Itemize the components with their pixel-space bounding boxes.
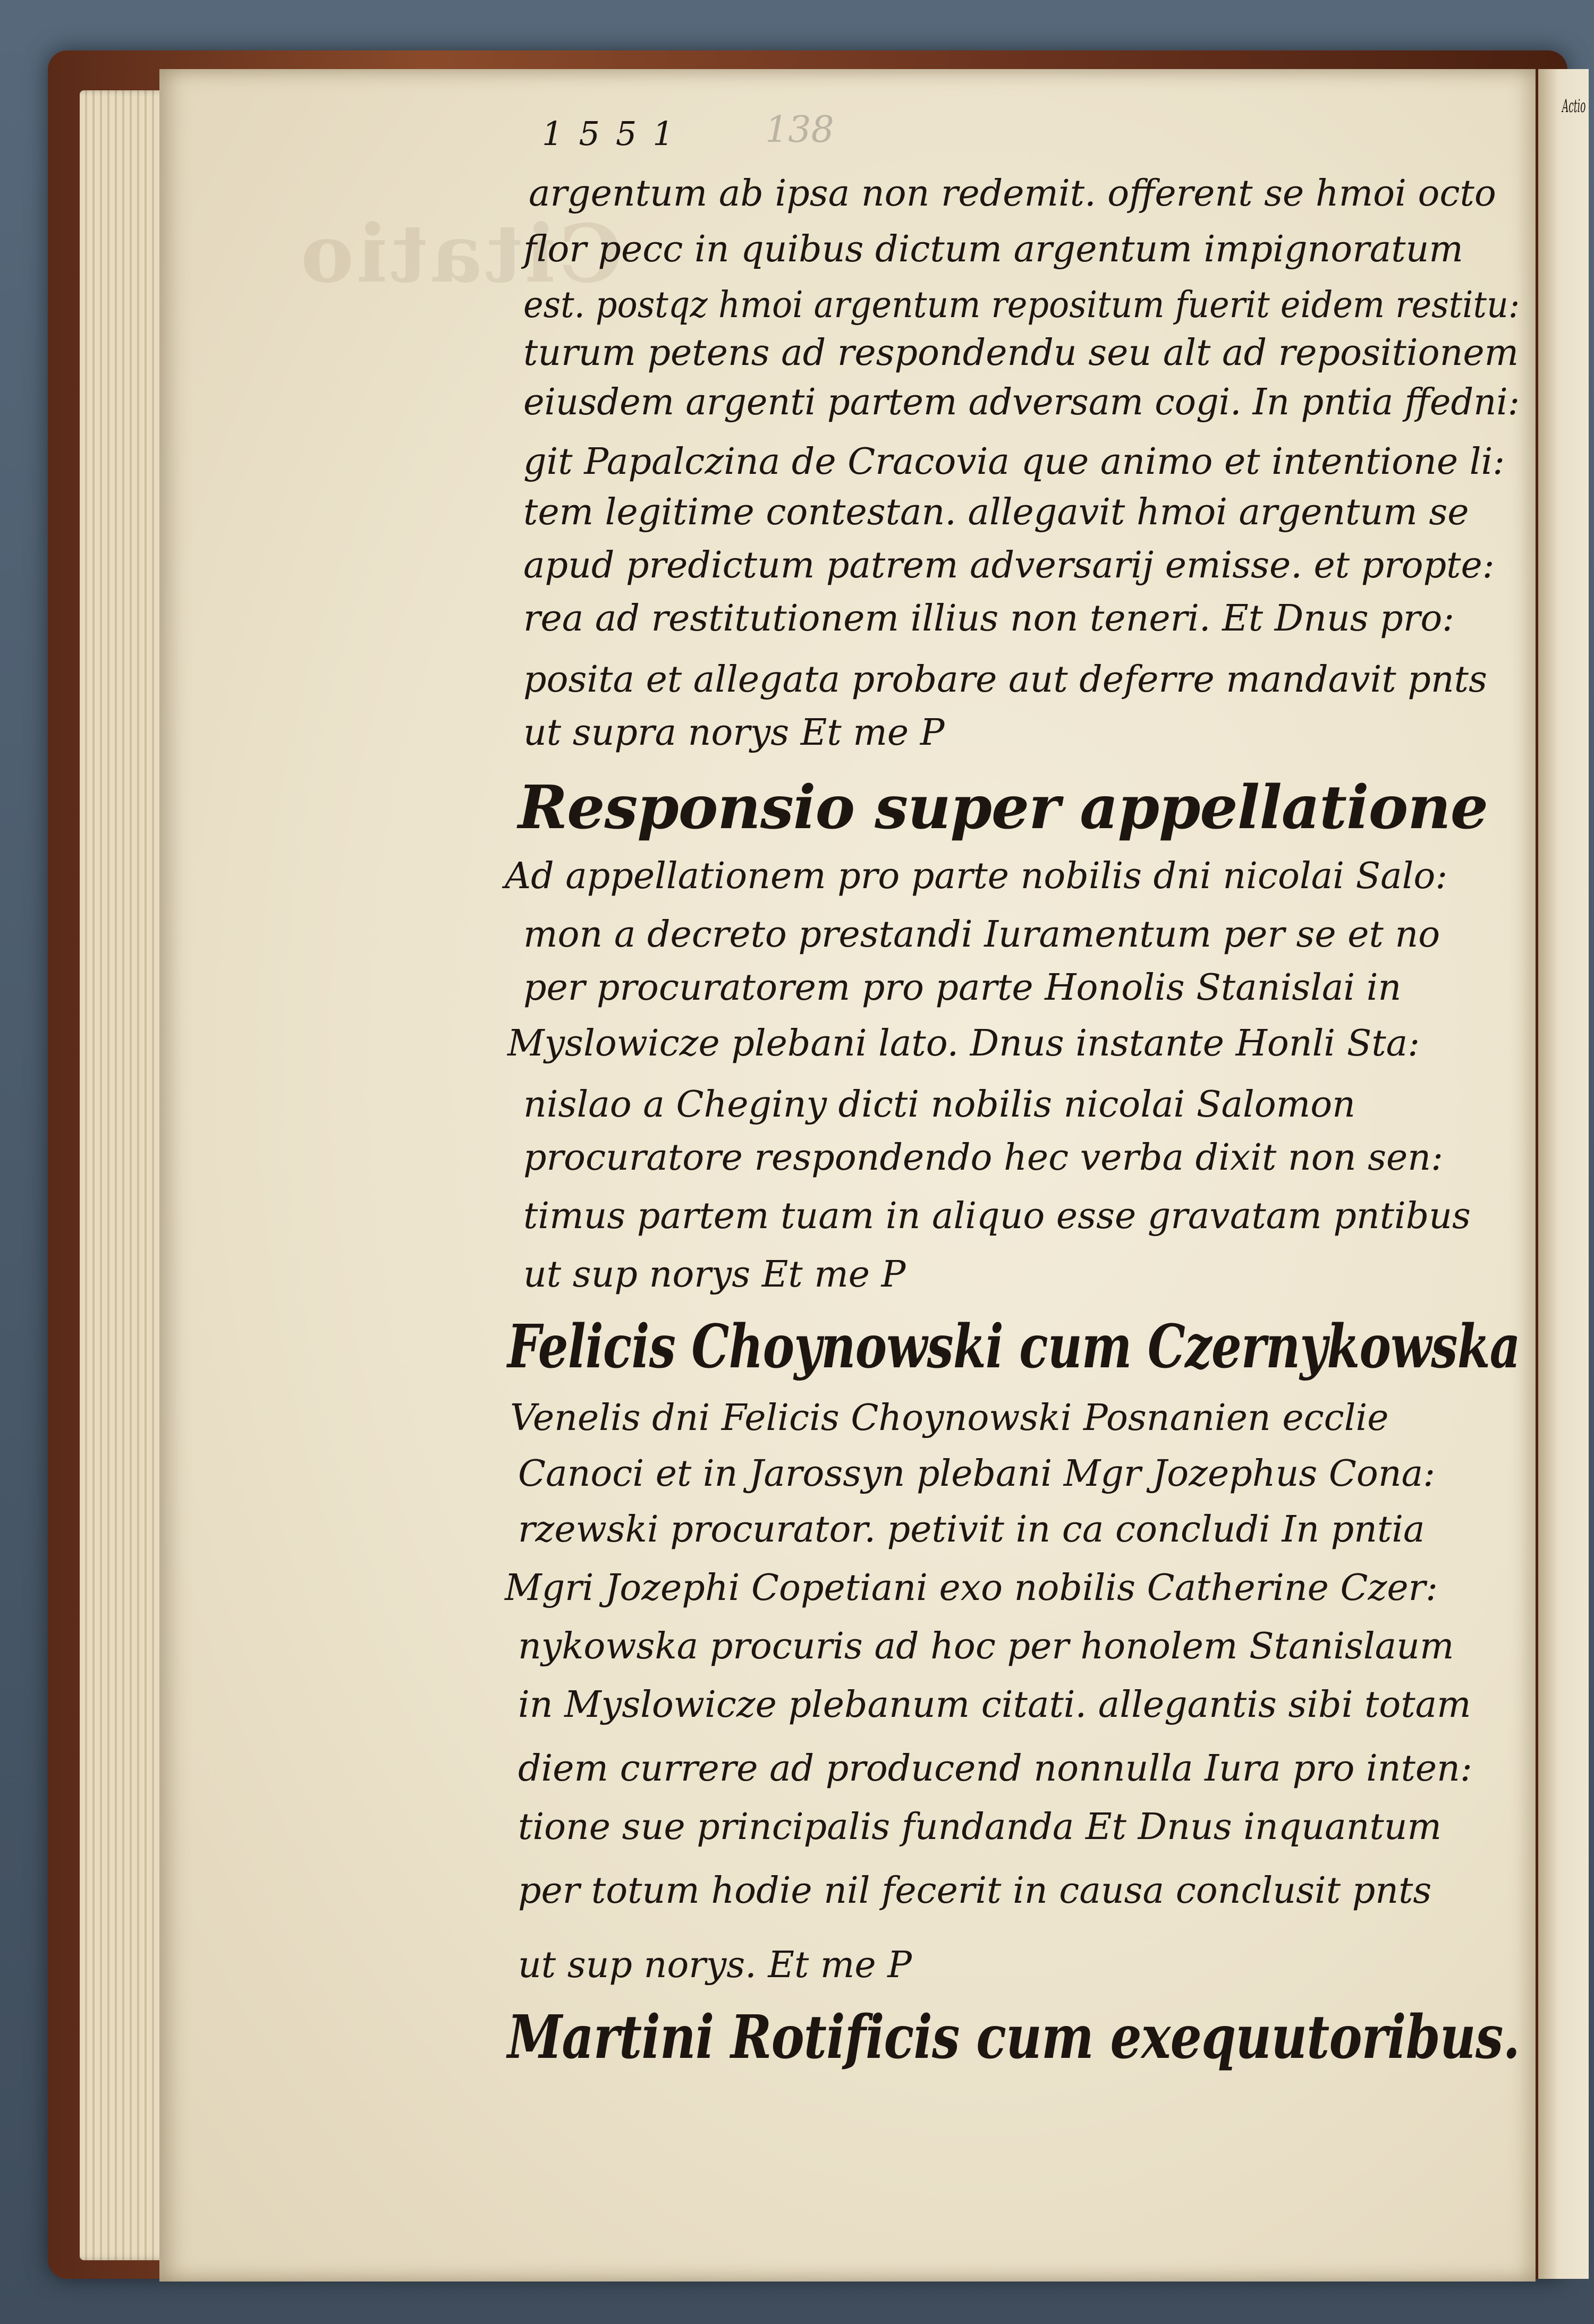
- text-line: diem currere ad producend nonnulla Iura pro inten:: [518, 1748, 1472, 1790]
- text-line: ut sup norys. Et me P: [518, 1944, 912, 1986]
- text-line: ut sup norys Et me P: [523, 1254, 906, 1296]
- text-line: ut supra norys Et me P: [523, 712, 945, 754]
- text-line: Ad appellationem pro parte nobilis dni nicolai Salo:: [505, 855, 1448, 897]
- bleed-through-text: Citatio: [298, 207, 623, 301]
- section-heading: Felicis Choynowski cum Czernykowska: [507, 1312, 1520, 1382]
- text-line: timus partem tuam in aliquo esse gravatam pntibus: [523, 1195, 1471, 1237]
- text-line: rzewski procurator. petivit in ca concludi In pntia: [518, 1509, 1425, 1551]
- text-line: turum petens ad respondendu seu alt ad repositionem: [523, 332, 1519, 374]
- page-edges: [80, 90, 170, 2260]
- text-line: eiusdem argenti partem adversam cogi. In pntia ffedni:: [523, 381, 1520, 423]
- text-line: mon a decreto prestandi Iuramentum per se et no: [523, 914, 1440, 956]
- text-line: flor pecc in quibus dictum argentum impignoratum: [523, 228, 1463, 270]
- text-line: Myslowicze plebani lato. Dnus instante Honli Sta:: [507, 1023, 1420, 1065]
- text-line: tione sue principalis fundanda Et Dnus inquantum: [518, 1806, 1442, 1848]
- section-heading: Martini Rotificis cum exequutoribus.: [507, 2003, 1520, 2072]
- facing-page-fragment: Actio: [1562, 96, 1586, 117]
- text-line: est. postqz hmoi argentum repositum fuerit eidem restitu:: [523, 284, 1520, 326]
- text-line: Venelis dni Felicis Choynowski Posnanien ecclie: [510, 1397, 1389, 1439]
- text-line: Mgri Jozephi Copetiani exo nobilis Catherine Czer:: [505, 1567, 1438, 1609]
- text-line: Canoci et in Jarossyn plebani Mgr Jozephus Cona:: [518, 1453, 1436, 1495]
- text-line: nykowska procuris ad hoc per honolem Stanislaum: [518, 1625, 1454, 1667]
- text-line: per procuratorem pro parte Honolis Stanislai in: [523, 967, 1402, 1009]
- text-line: nislao a Cheginy dicti nobilis nicolai Salomon: [523, 1084, 1355, 1126]
- facing-page-edge: [1538, 69, 1589, 2279]
- text-line: per totum hodie nil fecerit in causa conclusit pnts: [518, 1870, 1432, 1912]
- text-line: in Myslowicze plebanum citati. allegantis sibi totam: [518, 1684, 1471, 1726]
- text-line: rea ad restitutionem illius non teneri. Et Dnus pro:: [523, 598, 1455, 640]
- text-line: git Papalczina de Cracovia que animo et intentione li:: [523, 441, 1505, 483]
- text-line: posita et allegata probare aut deferre mandavit pnts: [523, 659, 1487, 701]
- text-line: tem legitime contestan. allegavit hmoi argentum se: [523, 491, 1469, 533]
- text-line: argentum ab ipsa non redemit. offerent se hmoi octo: [529, 173, 1496, 215]
- text-line: procuratore respondendo hec verba dixit non sen:: [523, 1137, 1443, 1179]
- page-year: 1551: [542, 114, 690, 153]
- section-heading: Responsio super appellatione: [518, 773, 1488, 842]
- text-line: apud predictum patrem adversarij emisse. et propte:: [523, 544, 1495, 586]
- folio-number: 138: [765, 109, 834, 151]
